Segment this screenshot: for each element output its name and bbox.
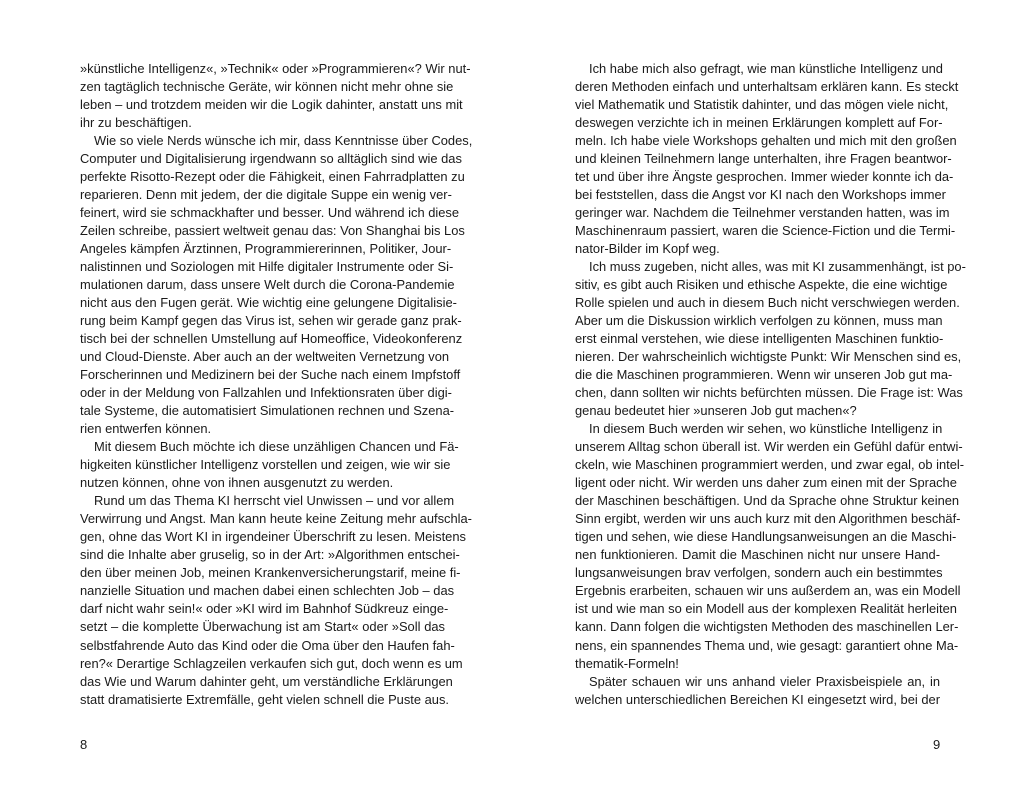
text-line: nicht aus den Fugen gerät. Wie wichtig eine gelungene Digitalisie-: [80, 295, 457, 311]
text-line: den über meinen Job, meinen Krankenversicherungstarif, meine fi-: [80, 565, 461, 581]
text-line: nen funktionieren. Damit die Maschinen nicht nur unsere Hand-: [575, 547, 940, 563]
text-line: das Wie und Warum dahinter geht, um verständliche Erklärungen: [80, 673, 453, 689]
text-line: statt dramatisierte Extremfälle, geht vielen schnell die Puste aus.: [80, 691, 449, 707]
text-line: nieren. Der wahrscheinlich wichtigste Punkt: Wir Menschen sind es,: [575, 349, 962, 365]
text-line: sitiv, es gibt auch Risiken und ethische Aspekte, die eine wichtige: [575, 277, 948, 293]
text-line: Zeilen schreibe, passiert weltweit genau das: Von Shanghai bis Los: [80, 223, 465, 239]
text-line: Angeles kämpfen Ärztinnen, Programmiererinnen, Politiker, Jour-: [80, 241, 452, 257]
text-line: ligent oder nicht. Wir werden uns daher zum einen mit der Sprache: [575, 475, 957, 491]
text-line: thematik-Formeln!: [575, 655, 679, 671]
text-line: tigen und sehen, wie diese Handlungsanweisungen an die Maschi-: [575, 529, 957, 545]
text-line: Maschinenraum passiert, waren die Science-Fiction und die Termi-: [575, 223, 956, 239]
text-line: feinert, wird sie schmackhafter und besser. Und während ich diese: [80, 205, 460, 221]
text-line: ckeln, wie Maschinen programmiert werden, und zwar egal, ob intel-: [575, 457, 965, 473]
text-line: nutzen können, ohne von ihnen ausgenutzt zu werden.: [80, 475, 394, 491]
text-line: und kleinen Teilnehmern lange unterhalten, ihre Fragen beantwor-: [575, 151, 952, 167]
text-line: deswegen verzichte ich in meinen Erklärungen komplett auf For-: [575, 115, 943, 131]
text-line: rung beim Kampf gegen das Virus ist, sehen wir gerade ganz prak-: [80, 313, 462, 329]
text-line: rien entwerfen können.: [80, 421, 212, 437]
text-line: erst einmal verstehen, wie diese intelligenten Maschinen funktio-: [575, 331, 944, 347]
text-line: Sinn ergibt, werden wir uns auch kurz mit den Algorithmen beschäf-: [575, 511, 961, 527]
text-line: ist und wie man so ein Modell aus der komplexen Realität herleiten: [575, 601, 957, 617]
text-line: nanzielle Situation und machen dabei einen schlechten Job – das: [80, 583, 455, 599]
text-line: nens, ein spannendes Thema und, wie gesagt: garantiert ohne Ma-: [575, 637, 959, 653]
text-line: Computer und Digitalisierung irgendwann so alltäglich sind wie das: [80, 151, 462, 167]
text-line: Rund um das Thema KI herrscht viel Unwissen – und vor allem: [94, 493, 455, 509]
text-line: tet und über ihre Ängste gesprochen. Immer wieder konnte ich da-: [575, 169, 954, 185]
text-line: In diesem Buch werden wir sehen, wo künstliche Intelligenz in: [589, 421, 943, 437]
page-number-left: 8: [80, 737, 88, 752]
text-line: unserem Alltag schon überall ist. Wir werden ein Gefühl dafür entwi-: [575, 439, 963, 455]
text-line: der Maschinen beschäftigen. Und da Sprache ohne Struktur keinen: [575, 493, 960, 509]
text-line: und Cloud-Dienste. Aber auch an der weltweiten Vernetzung von: [80, 349, 450, 365]
text-line: leben – und trotzdem meiden wir die Logik dahinter, anstatt uns mit: [80, 97, 463, 113]
text-line: viel Mathematik und Statistik dahinter, und das mögen viele nicht,: [575, 97, 949, 113]
text-line: genau bedeutet hier »unseren Job gut machen«?: [575, 403, 857, 419]
text-line: reparieren. Denn mit jedem, der die digitale Suppe ein wenig ver-: [80, 187, 452, 203]
left-page: [80, 60, 473, 709]
text-line: perfekte Risotto-Rezept oder die Fähigkeit, einen Fahrradplatten zu: [80, 169, 465, 185]
text-line: Aber um die Diskussion wirklich verfolgen zu können, muss man: [575, 313, 943, 329]
text-line: bei feststellen, dass die Angst vor KI nach den Workshops immer: [575, 187, 946, 203]
page-number-right: 9: [933, 737, 941, 752]
text-line: gen, ohne das Wort KI in irgendeiner Überschrift zu lesen. Meistens: [80, 529, 466, 545]
text-line: geringer war. Nachdem die Teilnehmer verstanden hatten, was im: [575, 205, 950, 221]
text-line: Verwirrung und Angst. Man kann heute keine Zeitung mehr aufschla-: [80, 511, 472, 527]
text-line: selbstfahrende Auto das Kind oder die Oma über den Haufen fah-: [80, 637, 455, 653]
text-line: tale Systeme, die automatisiert Simulationen rechnen und Szena-: [80, 403, 455, 419]
text-line: ihr zu beschäftigen.: [80, 115, 192, 131]
text-line: Später schauen wir uns anhand vieler Praxisbeispiele an, in: [589, 673, 940, 689]
text-line: oder in der Meldung von Fallzahlen und Infektionsraten über digi-: [80, 385, 452, 401]
text-line: lungsanweisungen brav verfolgen, sondern auch ein bestimmtes: [575, 565, 943, 581]
text-line: »künstliche Intelligenz«, »Technik« oder »Programmieren«? Wir nut-: [80, 61, 471, 76]
text-line: tisch bei der schnellen Umstellung auf Homeoffice, Videokonferenz: [80, 331, 463, 347]
text-line: nator-Bilder im Kopf weg.: [575, 241, 720, 257]
text-line: Ergebnis erarbeiten, schauen wir uns außerdem an, was ein Modell: [575, 583, 961, 599]
text-line: chen, dann sollten wir nichts befürchten müssen. Die Frage ist: Was: [575, 385, 963, 401]
text-line: sind die Inhalte aber gruselig, so in der Art: »Algorithmen entschei-: [80, 547, 460, 563]
text-line: zen tagtäglich technische Geräte, wir können nicht mehr ohne sie: [80, 79, 454, 95]
text-line: meln. Ich habe viele Workshops gehalten und mich mit den großen: [575, 133, 957, 149]
text-line: die die Maschinen programmieren. Wenn wir unseren Job gut ma-: [575, 367, 953, 383]
text-line: Wie so viele Nerds wünsche ich mir, dass Kenntnisse über Codes,: [94, 133, 473, 149]
text-line: Mit diesem Buch möchte ich diese unzähligen Chancen und Fä-: [94, 439, 459, 455]
text-line: mulationen darum, dass unsere Welt durch die Corona-Pandemie: [80, 277, 455, 293]
text-line: Ich muss zugeben, nicht alles, was mit KI zusammenhängt, ist po-: [589, 259, 966, 275]
text-line: Forscherinnen und Medizinern bei der Suche nach einem Impfstoff: [80, 367, 461, 383]
text-line: Rolle spielen und auch in diesem Buch nicht verschwiegen werden.: [575, 295, 960, 311]
text-line: ren?« Derartige Schlagzeilen verkaufen sich gut, doch wenn es um: [80, 655, 463, 671]
text-line: nalistinnen und Soziologen mit Hilfe digitaler Instrumente oder Si-: [80, 259, 454, 275]
text-line: Ich habe mich also gefragt, wie man künstliche Intelligenz und: [589, 61, 943, 76]
text-line: deren Methoden einfach und unterhaltsam erklären kann. Es steckt: [575, 79, 959, 95]
text-line: higkeiten künstlicher Intelligenz vorstellen und zeigen, wie wir sie: [80, 457, 451, 473]
right-page: [575, 60, 966, 709]
text-line: darf nicht wahr sein!« oder »KI wird im Bahnhof Südkreuz einge-: [80, 601, 449, 617]
text-line: kann. Dann folgen die wichtigsten Methoden des maschinellen Ler-: [575, 619, 959, 635]
text-line: welchen unterschiedlichen Bereichen KI eingesetzt wird, bei der: [575, 691, 940, 707]
text-line: setzt – die komplette Überwachung ist am Start« oder »Soll das: [80, 619, 445, 635]
